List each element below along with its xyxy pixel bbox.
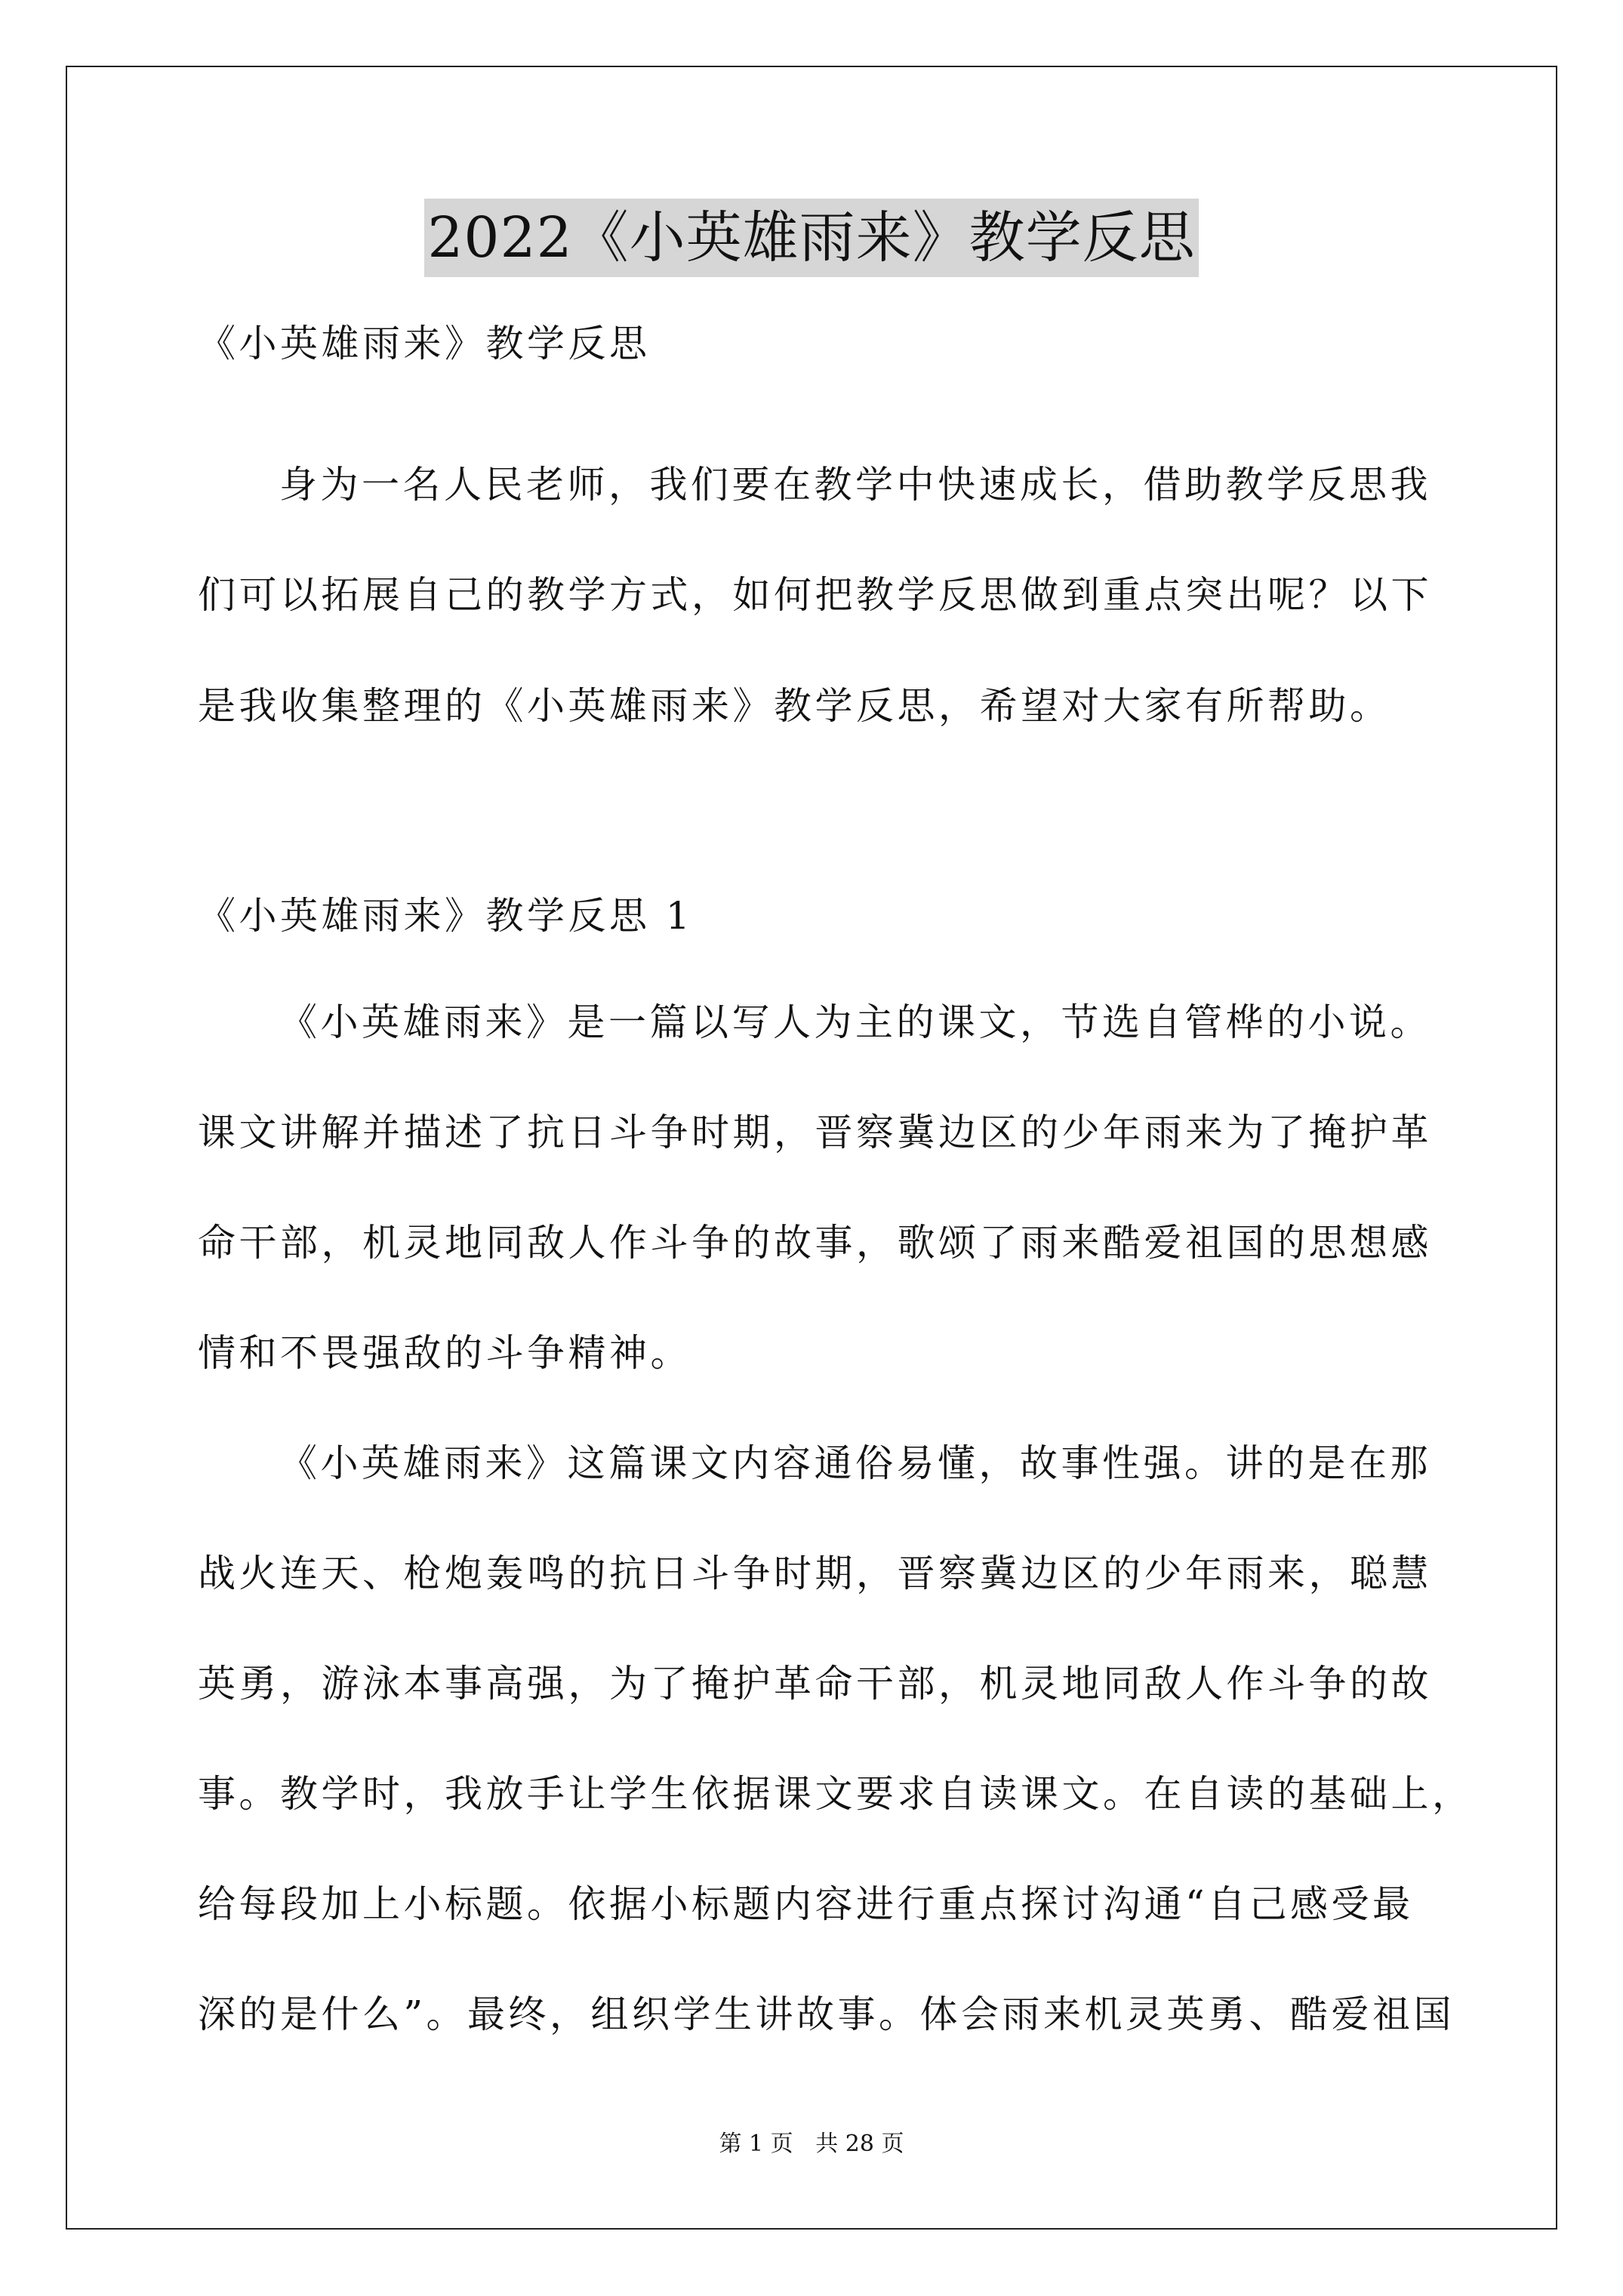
subtitle: 《小英雄雨来》教学反思 [198, 322, 651, 365]
para1-line-2: 课文讲解并描述了抗日斗争时期，晋察冀边区的少年雨来为了掩护革 [198, 1111, 1432, 1154]
page-number: 第 1 页 [719, 2131, 793, 2157]
para2-line-3: 英勇，游泳本事高强，为了掩护革命干部，机灵地同敌人作斗争的故 [198, 1662, 1432, 1706]
intro-line-2: 们可以拓展自己的教学方式，如何把教学反思做到重点突出呢？以下 [198, 573, 1432, 617]
document-title: 2022《小英雄雨来》教学反思 [424, 199, 1198, 277]
intro-line-3: 是我收集整理的《小英雄雨来》教学反思，希望对大家有所帮助。 [198, 684, 1391, 728]
page-footer [0, 2129, 1623, 2159]
para2-line-1: 《小英雄雨来》这篇课文内容通俗易懂，故事性强。讲的是在那 [279, 1441, 1431, 1485]
para2-line-4: 事。教学时，我放手让学生依据课文要求自读课文。在自读的基础上， [198, 1772, 1474, 1816]
para1-line-4: 情和不畏强敌的斗争精神。 [198, 1331, 691, 1375]
para1-line-3: 命干部，机灵地同敌人作斗争的故事，歌颂了雨来酷爱祖国的思想感 [198, 1221, 1432, 1265]
title-container [0, 199, 1623, 277]
para2-line-6: 深的是什么”。最终，组织学生讲故事。体会雨来机灵英勇、酷爱祖国 [198, 1992, 1455, 2036]
page-total: 共 28 页 [815, 2131, 904, 2157]
para2-line-5: 给每段加上小标题。依据小标题内容进行重点探讨沟通“自己感受最 [198, 1882, 1414, 1926]
intro-line-1: 身为一名人民老师，我们要在教学中快速成长，借助教学反思我 [279, 463, 1431, 507]
para1-line-1: 《小英雄雨来》是一篇以写人为主的课文，节选自管桦的小说。 [279, 1000, 1431, 1044]
para2-line-2: 战火连天、枪炮轰鸣的抗日斗争时期，晋察冀边区的少年雨来，聪慧 [198, 1552, 1432, 1595]
section-heading: 《小英雄雨来》教学反思 1 [198, 894, 694, 938]
